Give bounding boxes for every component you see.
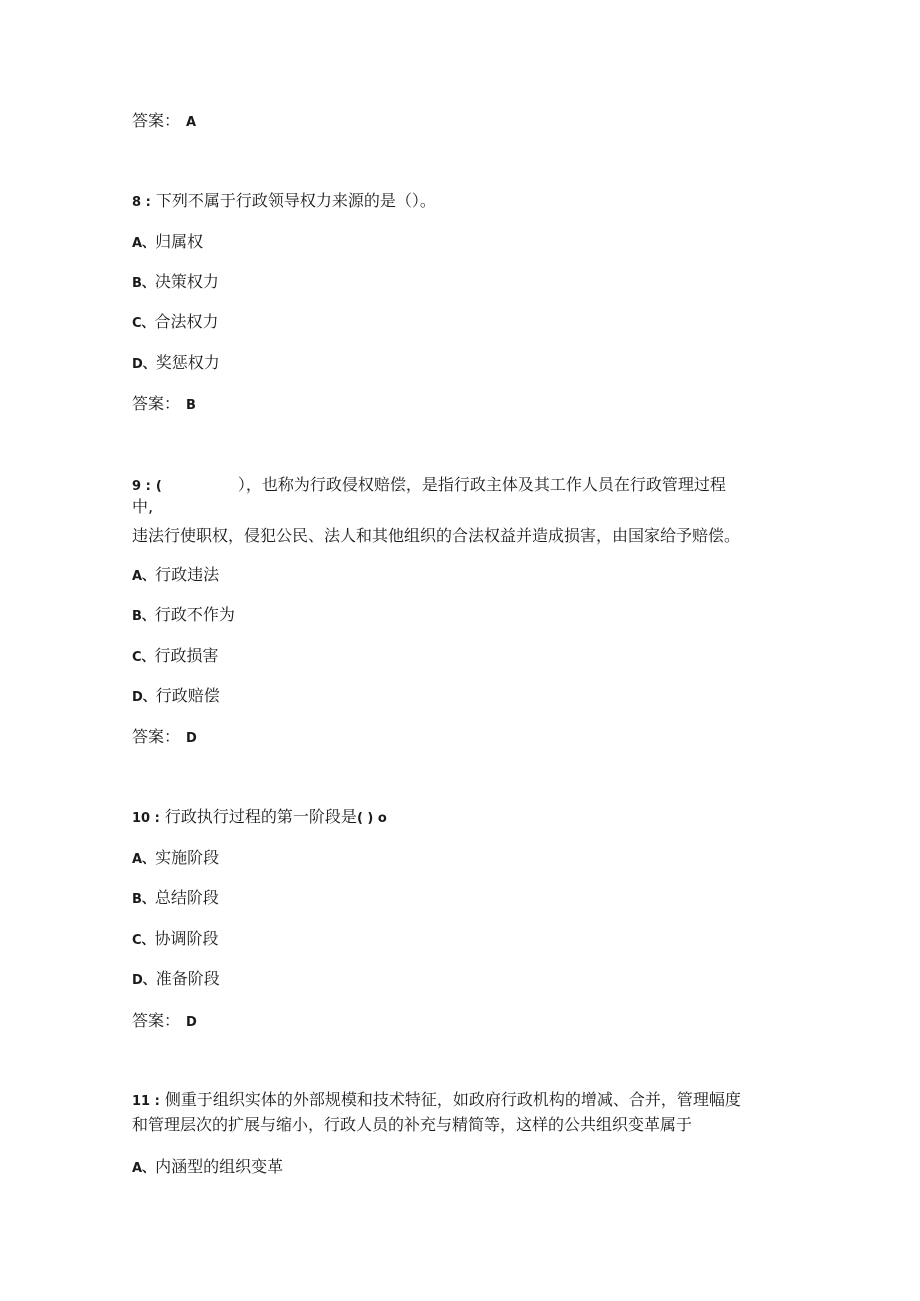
option-letter: C、: [132, 316, 155, 331]
option-text: 总结阶段: [154, 888, 219, 907]
option-text: 内涵型的组织变革: [155, 1157, 284, 1176]
question-8-option-c[interactable]: [132, 312, 219, 334]
question-10-option-d[interactable]: [132, 969, 220, 991]
question-8-option-d[interactable]: [132, 353, 220, 375]
question-text-cont: 和管理层次的扩展与缩小，行政人员的补充与精简等，这样的公共组织变革属于: [132, 1115, 693, 1134]
answer-line-q10: [132, 1011, 197, 1033]
option-letter: B、: [132, 609, 155, 624]
question-text: ），也称为行政侵权赔偿，是指行政主体及其工作人员在行政管理过程: [237, 475, 726, 494]
question-11-stem-line1: [132, 1090, 741, 1112]
question-text-tail: ( ) o: [356, 811, 387, 826]
option-letter: B、: [132, 892, 155, 907]
answer-label: 答案：: [132, 1011, 181, 1030]
option-text: 合法权力: [154, 312, 219, 331]
option-text: 协调阶段: [154, 929, 219, 948]
question-9-stem-line2: [132, 497, 153, 517]
option-letter: C、: [132, 650, 155, 665]
question-text-cont: 违法行使职权，侵犯公民、法人和其他组织的合法权益并造成损害，由国家给予赔偿。: [132, 526, 741, 545]
answer-label: 答案：: [132, 394, 181, 413]
question-10-option-b[interactable]: [132, 888, 219, 910]
option-text: 归属权: [155, 232, 204, 251]
question-text: 下列不属于行政领导权力来源的是（）。: [155, 191, 436, 210]
question-8-option-b[interactable]: [132, 272, 219, 294]
option-letter: B、: [132, 276, 155, 291]
question-11-stem-line2: [132, 1115, 692, 1135]
answer-label: 答案：: [132, 727, 181, 746]
option-text: 行政违法: [155, 565, 220, 584]
question-number: 10 :: [132, 811, 160, 826]
question-9-option-c[interactable]: [132, 646, 219, 668]
question-number: 8 :: [132, 195, 151, 210]
question-9-stem-line3: [132, 526, 740, 546]
question-8-stem: [132, 191, 436, 213]
answer-value: D: [186, 731, 197, 746]
question-10-option-a[interactable]: [132, 848, 219, 870]
option-letter: D、: [132, 690, 156, 705]
option-text: 行政损害: [154, 646, 219, 665]
question-9-option-a[interactable]: [132, 565, 219, 587]
question-11-option-a[interactable]: [132, 1157, 283, 1179]
answer-value: D: [186, 1015, 197, 1030]
answer-label: 答案：: [132, 111, 181, 130]
answer-line-q7: [132, 111, 196, 133]
option-letter: A、: [132, 569, 156, 584]
answer-value: A: [186, 115, 197, 130]
option-letter: C、: [132, 933, 155, 948]
answer-line-q8: [132, 394, 196, 416]
option-letter: D、: [132, 357, 156, 372]
question-9-option-d[interactable]: [132, 686, 220, 708]
question-text-cont: 中,: [132, 497, 154, 516]
option-text: 行政赔偿: [155, 686, 220, 705]
option-letter: A、: [132, 852, 156, 867]
answer-value: B: [186, 398, 196, 413]
question-number: 11 :: [132, 1094, 160, 1109]
question-text: 行政执行过程的第一阶段是: [164, 807, 357, 826]
option-letter: A、: [132, 236, 156, 251]
blank-open-paren: (: [155, 479, 162, 494]
question-10-stem: [132, 807, 387, 829]
answer-line-q9: [132, 727, 197, 749]
option-text: 奖惩权力: [155, 353, 220, 372]
question-9-stem-line1: [132, 475, 726, 497]
option-text: 准备阶段: [155, 969, 220, 988]
option-text: 决策权力: [154, 272, 219, 291]
question-10-option-c[interactable]: [132, 929, 219, 951]
question-9-option-b[interactable]: [132, 605, 235, 627]
option-text: 实施阶段: [155, 848, 220, 867]
question-text: 侧重于组织实体的外部规模和技术特征，如政府行政机构的增减、合并，管理幅度: [164, 1090, 741, 1109]
question-number: 9 :: [132, 479, 151, 494]
option-letter: A、: [132, 1161, 156, 1176]
question-8-option-a[interactable]: [132, 232, 203, 254]
option-letter: D、: [132, 973, 156, 988]
option-text: 行政不作为: [154, 605, 235, 624]
